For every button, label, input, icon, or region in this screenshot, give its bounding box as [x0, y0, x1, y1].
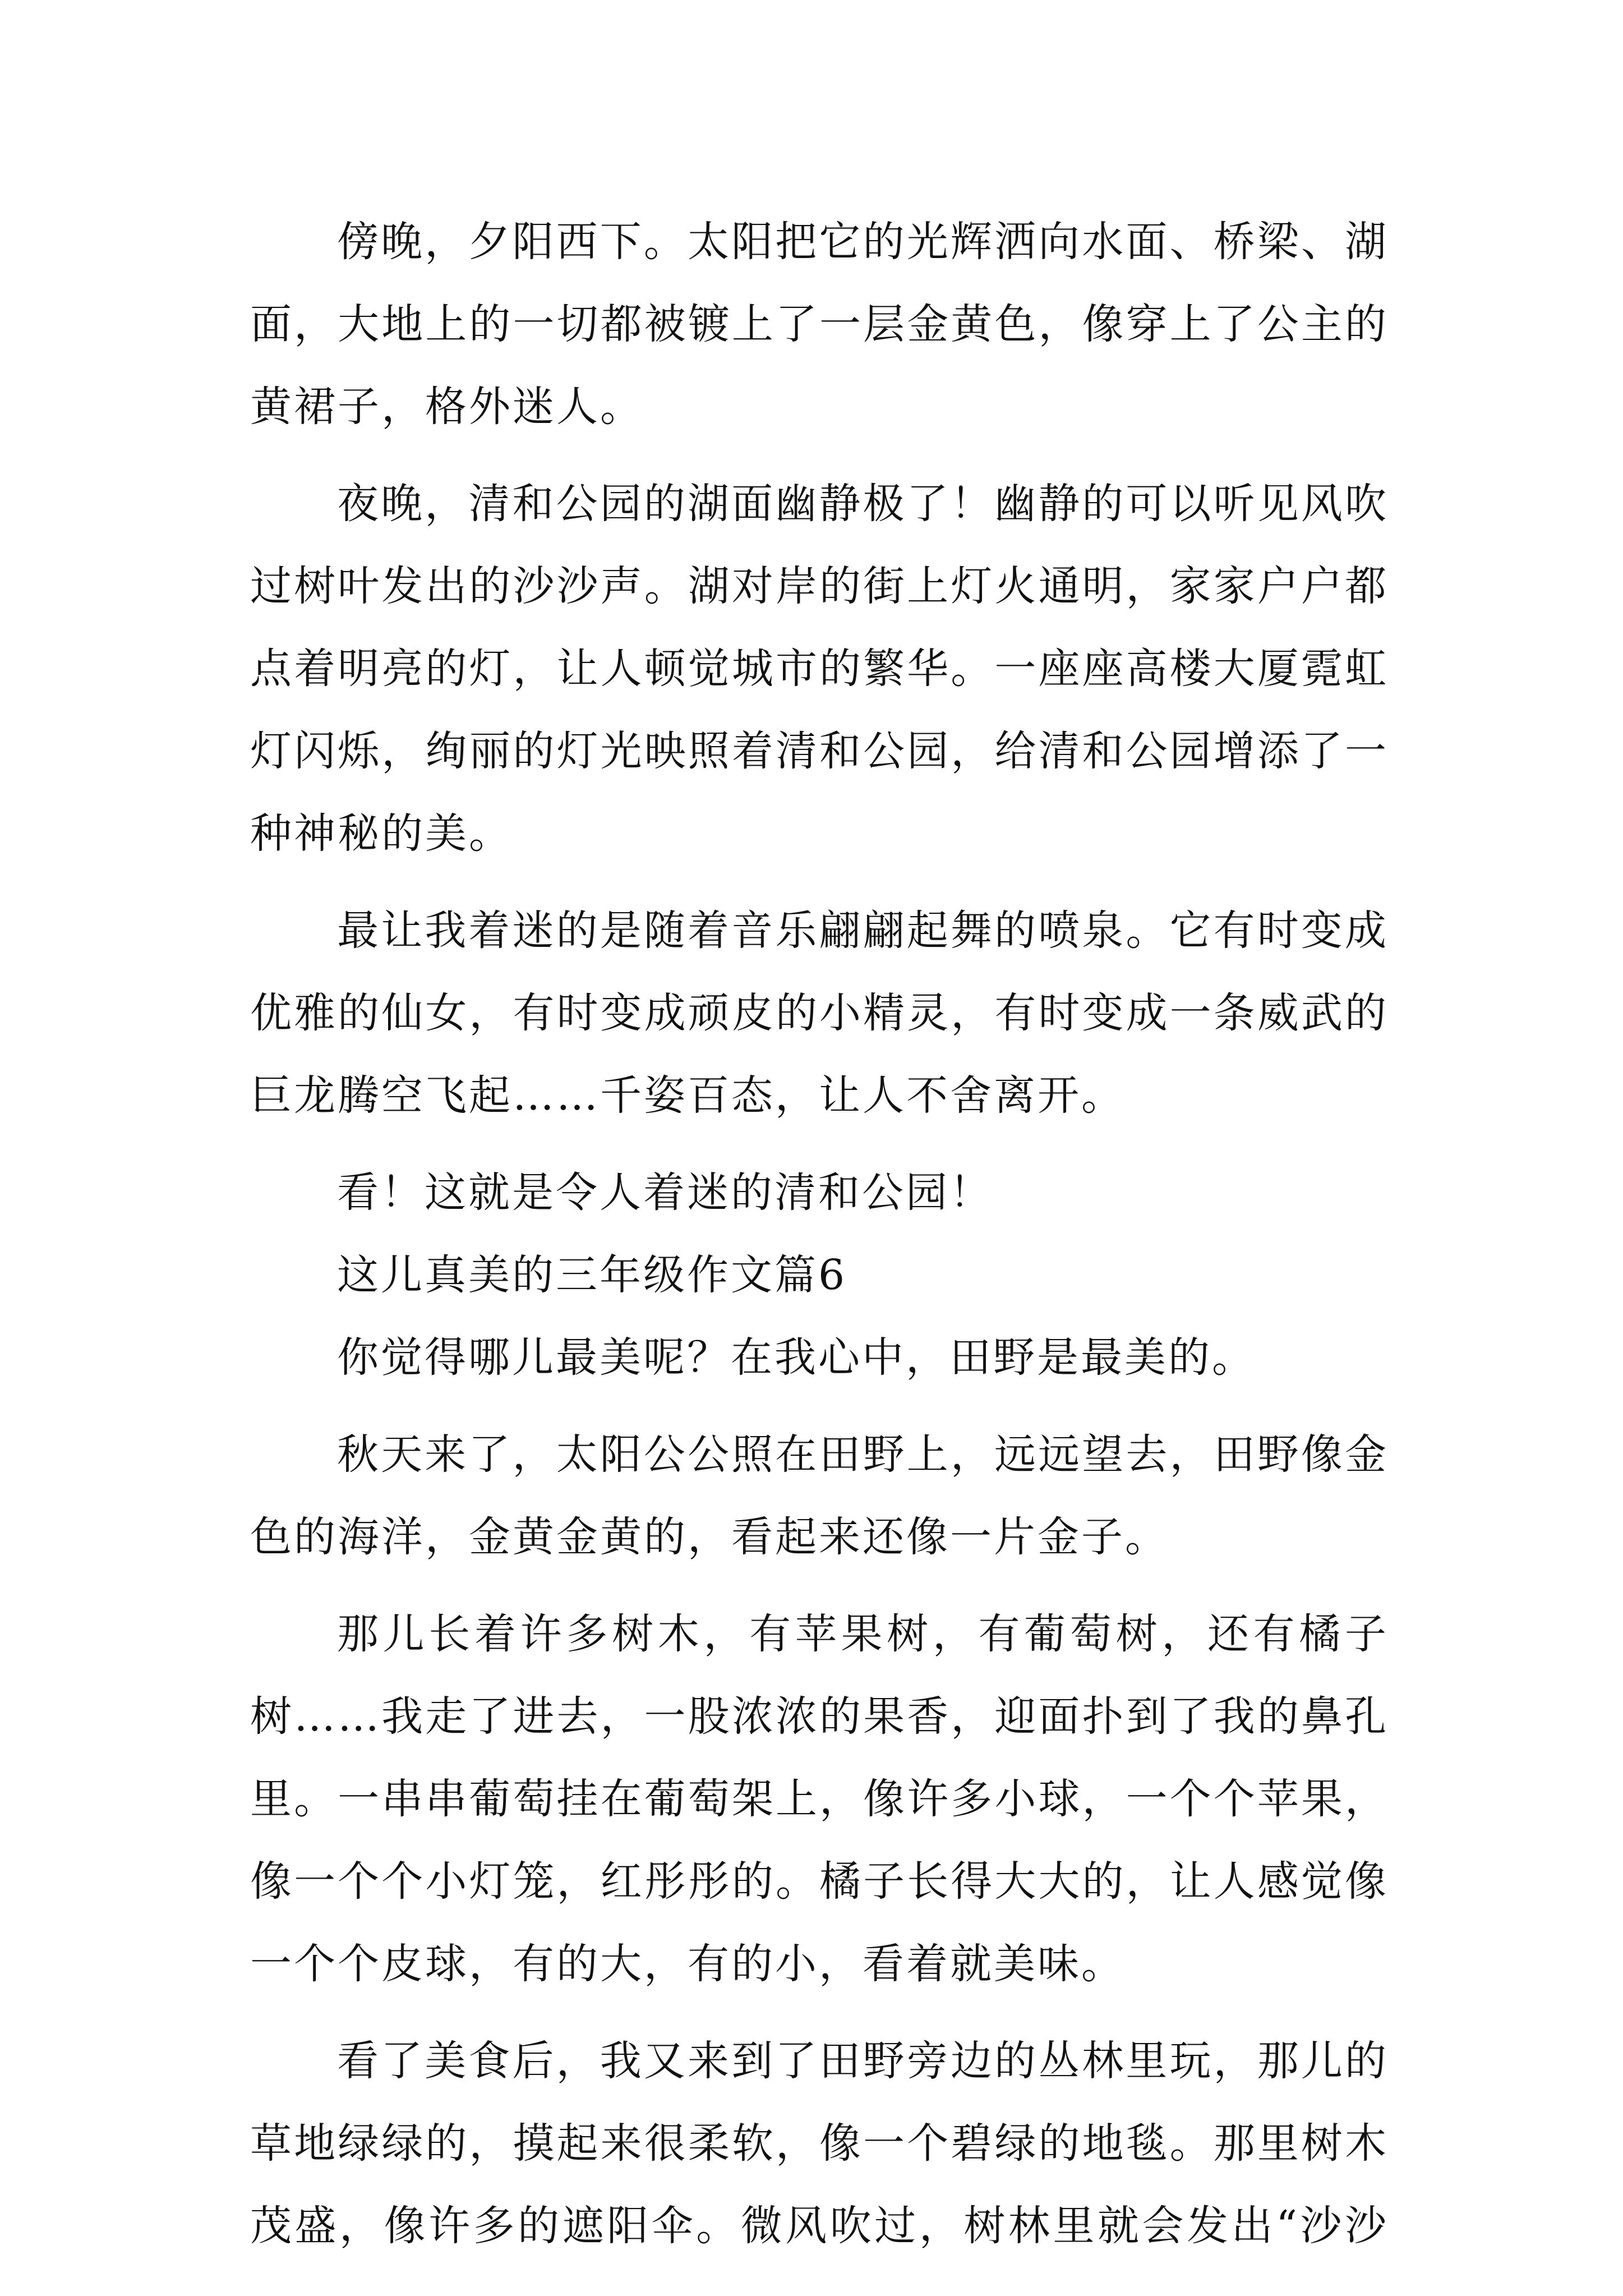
text-line: 那儿长着许多树木，有苹果树，有葡萄树，还有橘子: [337, 1610, 1389, 1658]
text-line: 看！这就是令人着迷的清和公园！: [337, 1168, 993, 1217]
document-body: [250, 201, 1389, 2267]
text-line: 过树叶发出的沙沙声。湖对岸的街上灯火通明，家家户户都: [250, 562, 1389, 610]
text-line: 茂盛，像许多的遮阳伞。微风吹过，树林里就会发出“沙沙: [250, 2202, 1389, 2250]
text-line: 秋天来了，太阳公公照在田野上，远远望去，田野像金: [337, 1430, 1389, 1479]
text-line: 巨龙腾空飞起……千姿百态，让人不舍离开。: [250, 1071, 1125, 1120]
text-line: 种神秘的美。: [250, 809, 513, 858]
text-line: 色的海洋，金黄金黄的，看起来还像一片金子。: [250, 1513, 1169, 1561]
text-line: 夜晚，清和公园的湖面幽静极了！幽静的可以听见风吹: [337, 480, 1389, 528]
text-line: 一个个皮球，有的大，有的小，看着就美味。: [250, 1940, 1125, 1988]
text-line: 看了美食后，我又来到了田野旁边的丛林里玩，那儿的: [337, 2037, 1389, 2085]
text-line: 这儿真美的三年级作文篇6: [337, 1251, 847, 1299]
text-line: 里。一串串葡萄挂在葡萄架上，像许多小球，一个个苹果，: [250, 1775, 1389, 1823]
text-line: 黄裙子，格外迷人。: [250, 383, 644, 431]
text-line: 最让我着迷的是随着音乐翩翩起舞的喷泉。它有时变成: [337, 907, 1389, 955]
text-line: 点着明亮的灯，让人顿觉城市的繁华。一座座高楼大厦霓虹: [250, 645, 1389, 693]
text-line: 草地绿绿的，摸起来很柔软，像一个碧绿的地毯。那里树木: [250, 2119, 1389, 2168]
text-line: 面，大地上的一切都被镀上了一层金黄色，像穿上了公主的: [250, 300, 1389, 348]
text-line: 优雅的仙女，有时变成顽皮的小精灵，有时变成一条威武的: [250, 989, 1389, 1037]
text-line: 树……我走了进去，一股浓浓的果香，迎面扑到了我的鼻孔: [250, 1692, 1389, 1741]
text-line: 像一个个小灯笼，红彤彤的。橘子长得大大的，让人感觉像: [250, 1857, 1389, 1906]
text-line: 你觉得哪儿最美呢？在我心中，田野是最美的。: [337, 1333, 1256, 1382]
text-line: 灯闪烁，绚丽的灯光映照着清和公园，给清和公园增添了一: [250, 727, 1389, 775]
text-line: 傍晚，夕阳西下。太阳把它的光辉洒向水面、桥梁、湖: [337, 218, 1389, 266]
